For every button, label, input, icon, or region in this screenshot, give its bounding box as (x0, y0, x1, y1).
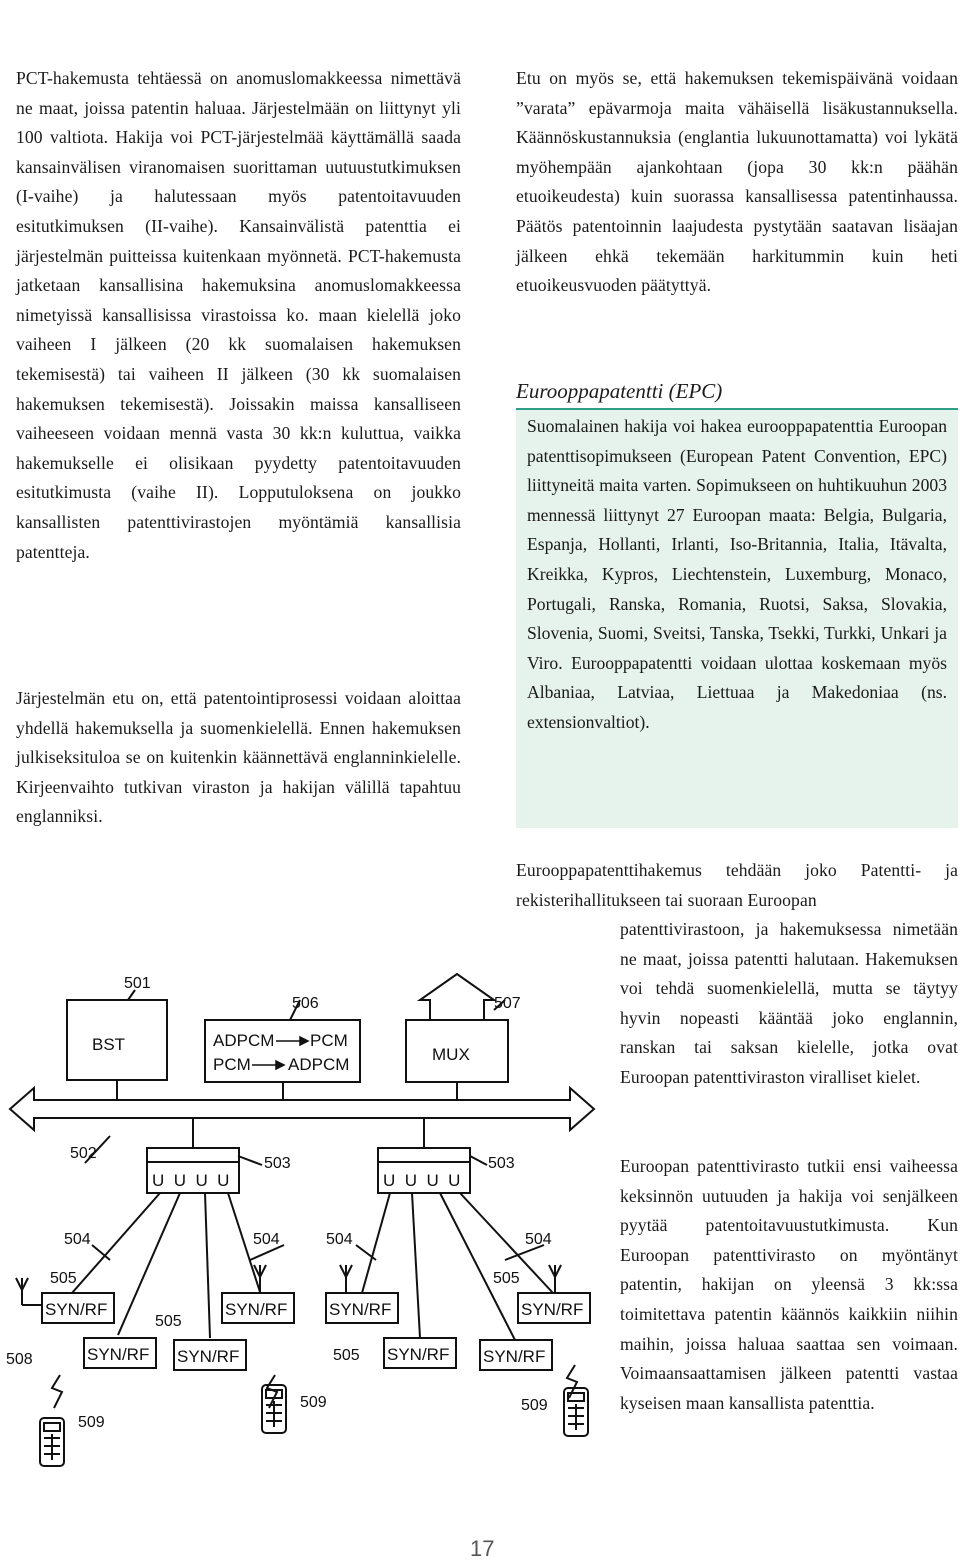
bus-arrow (10, 1088, 594, 1130)
antenna-icon (16, 1278, 42, 1305)
ref-507: 507 (494, 995, 521, 1012)
mux-up-arrow (420, 974, 494, 1020)
ref-505-b: 505 (155, 1313, 182, 1330)
ref-509-c: 509 (521, 1397, 548, 1414)
signal-icon (52, 1375, 62, 1408)
page-number: 17 (470, 1536, 495, 1561)
ref-509-a: 509 (78, 1414, 105, 1431)
ref-509-b: 509 (300, 1394, 327, 1411)
ref-508: 508 (6, 1351, 33, 1368)
synrf-label: SYN/RF (225, 1300, 288, 1319)
handset-icon (564, 1388, 588, 1436)
right-paragraph-2a: Eurooppapatenttihakemus tehdään joko Patentti- ja rekisterihallitukseen tai suoraan Euroopan (516, 860, 958, 910)
right-paragraph-1: Etu on myös se, että hakemuksen tekemispäivänä voidaan ”varata” epävarmoja maita vähäisellä lisäkustannuksella. Käännöskustannuksia (englantia lukuunottamatta) voi lykätä myöhempään ajankohtaan (jopa 30 kk:n päähän etuoikeudesta) kuin suorassa kansallisessa patentinhaussa. Päätös patentoinnin laajudesta pystytään saatavan lisäajan jälkeen ehkä tekemään harkitummin kuin heti etuoikeusvuoden päätyttyä. (516, 68, 958, 296)
ref-501: 501 (124, 975, 151, 992)
u-labels-right: U U U U (383, 1171, 461, 1190)
synrf-label: SYN/RF (387, 1345, 450, 1364)
handset-icon (40, 1418, 64, 1466)
synrf-label: SYN/RF (177, 1347, 240, 1366)
right-paragraph-2b: patenttivirastoon, ja hakemuksessa nimetään ne maat, joissa patentti halutaan. Hakemuksen voi tehdä suomenkielellä, mutta se täytyy hyvin nopeasti kääntää joko englannin, ranskan tai saksan kielelle, jotka ovat Euroopan patenttiviraston viralliset kielet. (620, 919, 958, 1087)
adpcm-label-1a: ADPCM (213, 1031, 275, 1050)
mux-label: MUX (432, 1045, 470, 1064)
handset-icon (262, 1385, 286, 1433)
ref-505-d: 505 (493, 1270, 520, 1287)
synrf-label: SYN/RF (87, 1345, 150, 1364)
adpcm-label-1b: PCM (310, 1031, 348, 1050)
network-diagram (0, 960, 600, 1500)
ref-504-b: 504 (253, 1231, 280, 1248)
ref-503-right: 503 (488, 1155, 515, 1172)
synrf-label: SYN/RF (483, 1347, 546, 1366)
adpcm-label-2b: ADPCM (288, 1055, 350, 1074)
left-paragraph-1: PCT-hakemusta tehtäessä on anomuslomakkeessa nimettävä ne maat, joissa patentin haluaa. Järjestelmään on liittynyt yli 100 valtiota. Hakija voi PCT-järjestelmää käyttämällä saada kansainvälisen viranomaisen suorittaman uutuustutkimuksen (I-vaihe) ja halutessaan myös patentoitavuuden esitutkimuksen (II-vaihe). Kansainvälistä patenttia ei järjestelmän puitteissa kuitenkaan myönnetä. PCT-hakemusta jatketaan kansallisina hakemuksina anomuslomakkeessa nimetyissä kansallisissa virastoissa ko. maan kielellä joko vaiheen I jälkeen (20 kk suomalaisen hakemuksen tekemisestä) tai vaiheen II jälkeen (30 kk suomalaisen hakemuksen tekemisestä). Joissakin maissa kansalliseen vaiheeseen voidaan mennä vasta 30 kk:n kuluttua, vaikka hakemukselle ei olisikaan pyydetty patentoitavuuden esitutkimusta (vaihe II). Lopputuloksena on joukko kansallisten patenttivirastojen myöntämiä kansallisia patentteja. (16, 68, 461, 562)
synrf-label: SYN/RF (45, 1300, 108, 1319)
epc-info-text: Suomalainen hakija voi hakea eurooppapatenttia Euroopan patenttisopimukseen (European Patent Convention, EPC) liittyneitä maita varten. Sopimukseen on huhtikuuhun 2003 mennessä liittynyt 27 Euroopan maata: Belgia, Bulgaria, Espanja, Hollanti, Irlanti, Iso-Britannia, Italia, Itävalta, Kreikka, Kypros, Liechtenstein, Luxemburg, Monaco, Portugali, Ranska, Romania, Ruotsi, Saksa, Slovakia, Slovenia, Suomi, Sveitsi, Tanska, Tsekki, Turkki, Unkari ja Viro. Eurooppapatentti voidaan ulottaa koskemaan myös Albaniaa, Latviaa, Liettuaa ja Makedoniaa (ns. extensionvaltiot). (527, 416, 947, 732)
bst-label: BST (92, 1035, 126, 1054)
ref-505-a: 505 (50, 1270, 77, 1287)
ref-503-left: 503 (264, 1155, 291, 1172)
ref-504-d: 504 (525, 1231, 552, 1248)
synrf-label: SYN/RF (521, 1300, 584, 1319)
left-paragraph-2: Järjestelmän etu on, että patentointiprosessi voidaan aloittaa yhdellä hakemuksella ja suomenkielellä. Ennen hakemuksen julkiseksituloa se on kuitenkin käännettävä englanninkielelle. Kirjeenvaihto tutkivan viraston ja hakijan välillä tapahtuu englanniksi. (16, 688, 461, 827)
ref-504-a: 504 (64, 1231, 91, 1248)
synrf-label: SYN/RF (329, 1300, 392, 1319)
ref-504-c: 504 (326, 1231, 353, 1248)
right-paragraph-3: Euroopan patenttivirasto tutkii ensi vaiheessa keksinnön uutuuden ja hakija voi senjälkeen pyytää patentoitavuustutkimusta. Kun Euroopan patenttivirasto on myöntänyt patentin, hakijan on yleensä 3 kk:ssa toimitettava patentin käännös kaikkiin niihin maihin, joissa haluaa saattaa sen voimaan. Voimaansaattamisen jälkeen patentti vastaa kyseisen maan kansallista patenttia. (620, 1156, 958, 1413)
epc-info-box (516, 410, 958, 828)
ref-505-c: 505 (333, 1347, 360, 1364)
signal-icon (267, 1375, 277, 1408)
antenna-icon (340, 1265, 352, 1293)
adpcm-label-2a: PCM (213, 1055, 251, 1074)
u-labels-left: U U U U (152, 1171, 230, 1190)
ref-502: 502 (70, 1145, 97, 1162)
antenna-icon (549, 1265, 561, 1293)
ref-506: 506 (292, 995, 319, 1012)
section-heading: Eurooppapatentti (EPC) (516, 379, 723, 403)
